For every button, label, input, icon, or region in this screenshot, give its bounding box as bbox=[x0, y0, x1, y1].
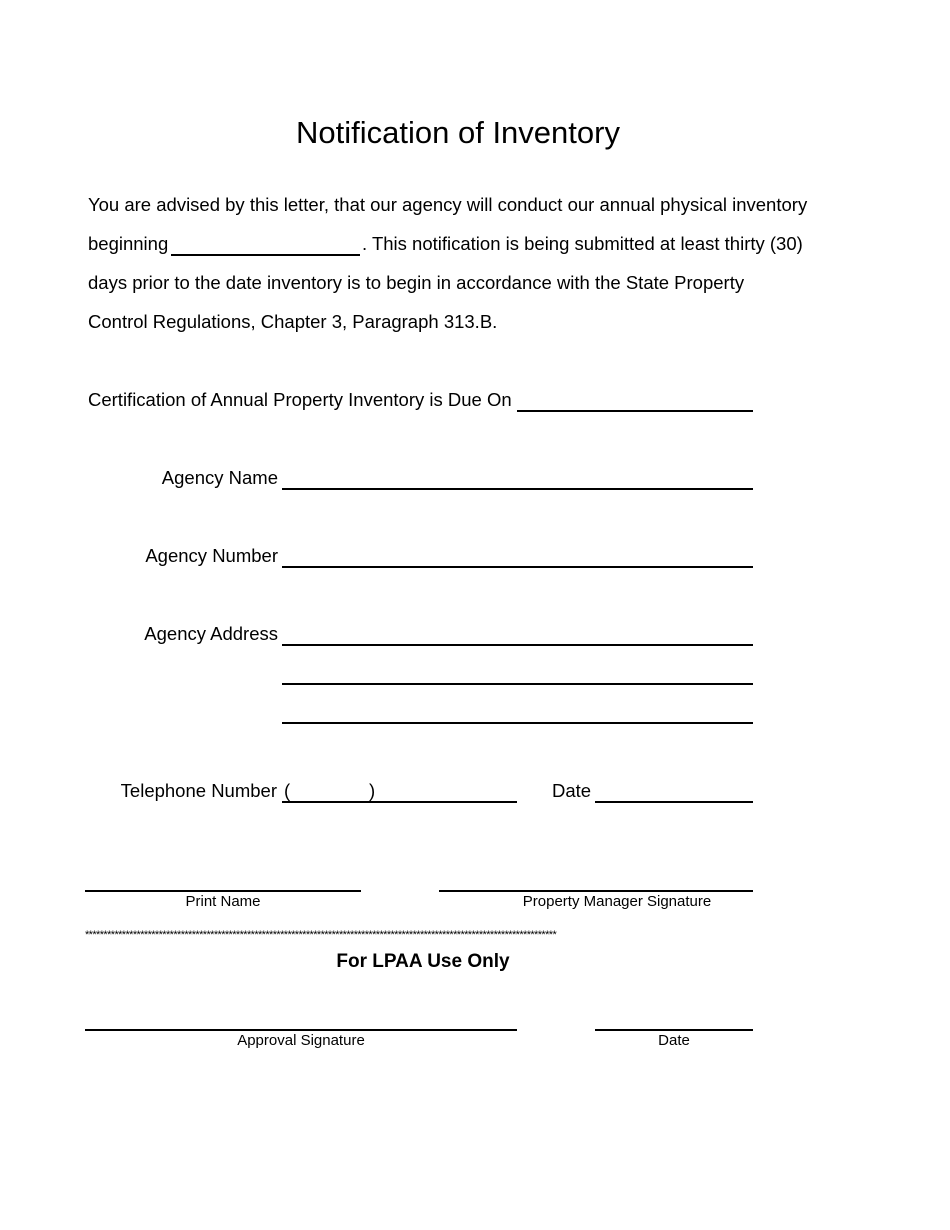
date-label: Date bbox=[552, 780, 592, 801]
telephone-field[interactable] bbox=[282, 801, 517, 803]
property-manager-signature-field[interactable] bbox=[439, 890, 753, 892]
agency-name-label: Agency Name bbox=[161, 467, 278, 488]
approval-signature-caption: Approval Signature bbox=[237, 1032, 365, 1049]
agency-address-label: Agency Address bbox=[144, 623, 278, 644]
approval-date-field[interactable] bbox=[595, 1029, 753, 1031]
paragraph-line-4: Control Regulations, Chapter 3, Paragraph 313.B. bbox=[88, 311, 498, 332]
phone-paren-open: ( bbox=[284, 780, 291, 801]
agency-address-line-2-field[interactable] bbox=[282, 683, 753, 685]
certification-label: Certification of Annual Property Inventory is Due On bbox=[88, 389, 512, 410]
inventory-start-date-field[interactable] bbox=[171, 254, 360, 256]
print-name-caption: Print Name bbox=[185, 893, 261, 910]
agency-name-field[interactable] bbox=[282, 488, 753, 490]
agency-number-field[interactable] bbox=[282, 566, 753, 568]
paragraph-line-2-end: . This notification is being submitted at least thirty (30) bbox=[362, 233, 803, 254]
paragraph-line-1: You are advised by this letter, that our agency will conduct our annual physical inventory bbox=[88, 194, 808, 215]
paragraph-line-2-start: beginning bbox=[88, 233, 169, 254]
phone-paren-close: ) bbox=[369, 780, 376, 801]
agency-number-label: Agency Number bbox=[145, 545, 278, 566]
date-field[interactable] bbox=[595, 801, 753, 803]
agency-address-line-1-field[interactable] bbox=[282, 644, 753, 646]
agency-address-line-3-field[interactable] bbox=[282, 722, 753, 724]
approval-date-caption: Date bbox=[658, 1032, 690, 1049]
asterisk-separator: ******************************************************************************************************************************** bbox=[85, 929, 557, 941]
telephone-label: Telephone Number bbox=[120, 780, 277, 801]
print-name-field[interactable] bbox=[85, 890, 361, 892]
lpaa-heading: For LPAA Use Only bbox=[336, 951, 510, 972]
certification-due-date-field[interactable] bbox=[517, 410, 753, 412]
property-manager-caption: Property Manager Signature bbox=[522, 893, 712, 910]
approval-signature-field[interactable] bbox=[85, 1029, 517, 1031]
page-title: Notification of Inventory bbox=[296, 115, 620, 150]
paragraph-line-3: days prior to the date inventory is to begin in accordance with the State Property bbox=[88, 272, 745, 293]
